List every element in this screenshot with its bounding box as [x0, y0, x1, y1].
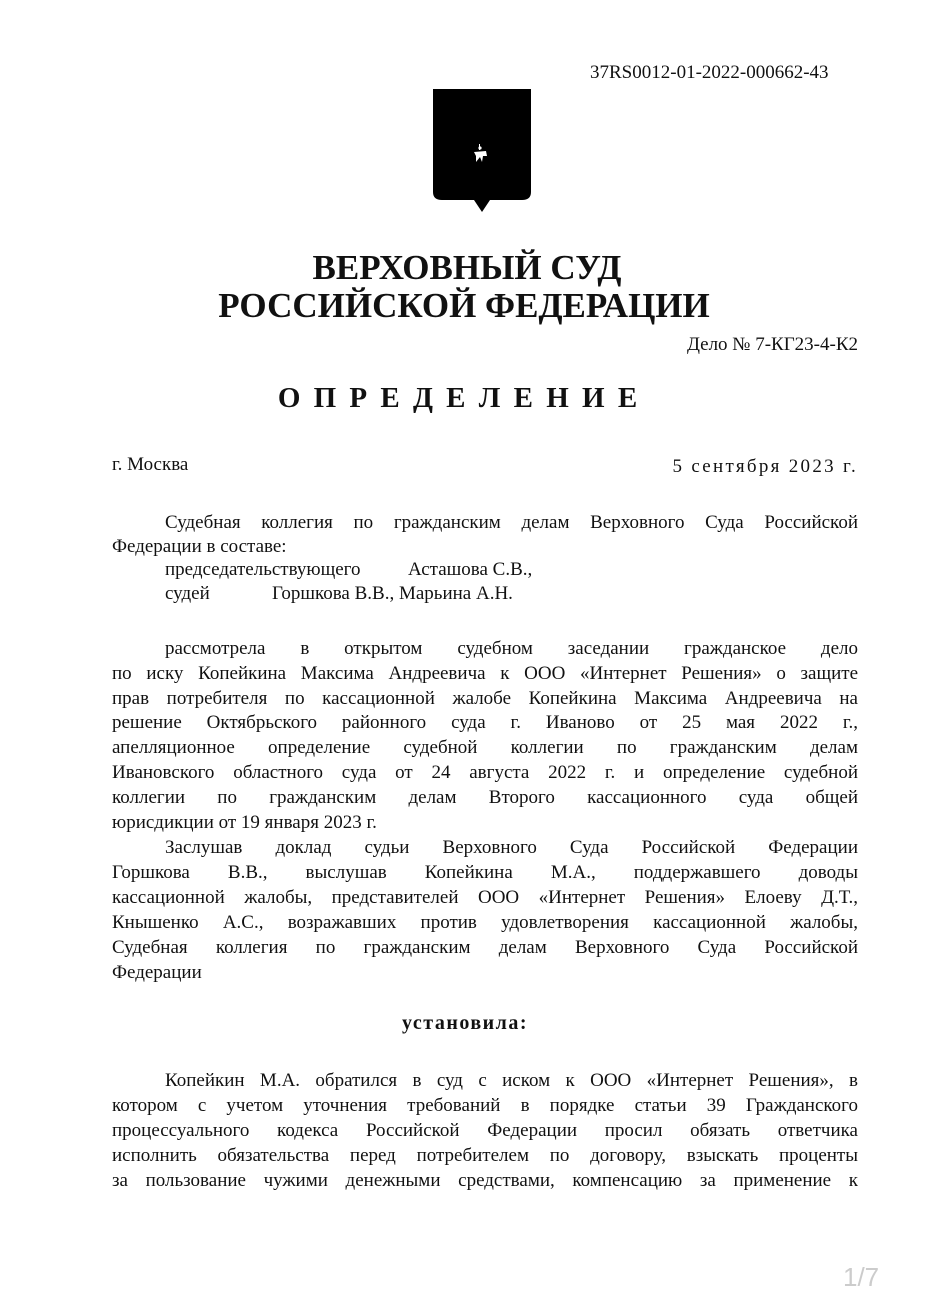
- text-line: Кнышенко А.С., возражавших против удовлетворения кассационной жалобы,: [112, 912, 858, 933]
- court-name-line2: РОССИЙСКОЙ ФЕДЕРАЦИИ: [218, 286, 710, 325]
- text-line: прав потребителя по кассационной жалобе Копейкина Максима Андреевича на: [112, 688, 858, 709]
- text-line: Копейкин М.А. обратился в суд с иском к ООО «Интернет Решения», в: [165, 1070, 858, 1091]
- city: г. Москва: [112, 454, 189, 475]
- page-indicator: 1/7: [843, 1262, 880, 1292]
- chair-name: Асташова С.В.,: [408, 559, 533, 580]
- text-line: кассационной жалобы, представителей ООО «Интернет Решения» Елоеву Д.Т.,: [112, 887, 858, 908]
- document-type: О П Р Е Д Е Л Е Н И Е: [277, 382, 641, 414]
- text-line: Заслушав доклад судьи Верховного Суда Российской Федерации: [165, 837, 858, 858]
- text-line: Федерации: [112, 962, 202, 983]
- text-line: процессуального кодекса Российской Федерации просил обязать ответчика: [112, 1120, 858, 1141]
- judges-label: судей: [165, 583, 210, 604]
- case-number: Дело № 7-КГ23-4-К2: [686, 334, 858, 355]
- text-line: юрисдикции от 19 января 2023 г.: [112, 812, 377, 833]
- case-uid: 37RS0012-01-2022-000662-43: [590, 62, 829, 83]
- text-line: Ивановского областного суда от 24 августа 2022 г. и определение судебной: [112, 762, 858, 783]
- text-line: за пользование чужими денежными средствами, компенсацию за применение к: [112, 1170, 858, 1191]
- composition-line: Судебная коллегия по гражданским делам Верховного Суда Российской: [165, 512, 858, 533]
- coat-of-arms-icon: [432, 88, 532, 214]
- chair-label: председательствующего: [165, 559, 361, 580]
- judges-names: Горшкова В.В., Марьина А.Н.: [272, 583, 513, 604]
- text-line: апелляционное определение судебной коллегии по гражданским делам: [112, 737, 858, 758]
- text-line: коллегии по гражданским делам Второго кассационного суда общей: [112, 787, 858, 808]
- text-line: решение Октябрьского районного суда г. Иваново от 25 мая 2022 г.,: [112, 712, 858, 733]
- text-line: исполнить обязательства перед потребителем по договору, взыскать проценты: [112, 1145, 858, 1166]
- text-line: рассмотрела в открытом судебном заседании гражданское дело: [165, 638, 858, 659]
- composition-line: Федерации в составе:: [112, 536, 287, 557]
- section-heading: установила:: [402, 1012, 529, 1034]
- text-line: котором с учетом уточнения требований в порядке статьи 39 Гражданского: [112, 1095, 858, 1116]
- text-line: по иску Копейкина Максима Андреевича к ООО «Интернет Решения» о защите: [112, 663, 858, 684]
- text-line: Судебная коллегия по гражданским делам Верховного Суда Российской: [112, 937, 858, 958]
- court-name-line1: ВЕРХОВНЫЙ СУД: [312, 248, 622, 287]
- text-line: Горшкова В.В., выслушав Копейкина М.А., поддержавшего доводы: [112, 862, 858, 883]
- document-date: 5 сентября 2023 г.: [672, 456, 858, 477]
